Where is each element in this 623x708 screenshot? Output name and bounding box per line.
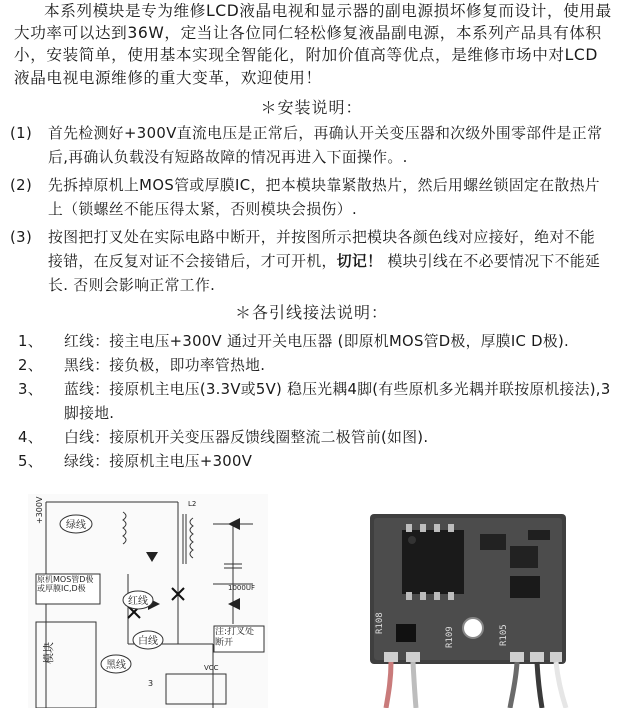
smd-component <box>510 546 538 568</box>
wire-item-white <box>18 426 614 450</box>
wire-item-number: 4、 <box>18 429 43 446</box>
wire-item-text: 黑线：接负极，即功率管热地. <box>64 357 266 374</box>
wire-item-number: 5、 <box>18 453 43 470</box>
mos-note-container <box>37 575 99 603</box>
wire-item-number: 2、 <box>18 357 43 374</box>
smd-component <box>528 530 550 540</box>
wire-item-text: 绿线：接原机主电压+300V <box>64 453 253 470</box>
install-item-text: 按图把打叉处在实际电路中断开，并按图所示把模块各颜色线对应接好，绝对不能接错，在反复对证不会接错后，才可开机， <box>48 229 596 270</box>
install-section-title: ＊安装说明： <box>260 98 363 117</box>
wires-section-title: ＊各引线接法说明： <box>234 303 388 322</box>
wire-item-text: 白线：接原机开关变压器反馈线圈整流二极管前(如图). <box>64 429 429 446</box>
ic-notch <box>408 536 416 544</box>
install-item-number: (1) <box>10 125 33 142</box>
install-item-text: 首先检测好+300V直流电压是正常后，再确认开关变压器和次级外围零部件是正常后,再确认负载没有短路故障的情况再进入下面操作。. <box>48 125 603 166</box>
vcc-label: VCC <box>204 664 219 672</box>
install-item-2 <box>10 174 610 222</box>
install-item-number: (3) <box>10 229 33 246</box>
wire-list <box>18 330 614 474</box>
cut-note-container <box>215 627 263 651</box>
warning-emphasis: 切记！ <box>336 253 383 270</box>
install-item-1 <box>10 122 610 170</box>
transistor <box>396 624 416 642</box>
smd-component <box>480 534 506 550</box>
black-wire-label: 黑线 <box>106 660 126 671</box>
red-wire-label: 红线 <box>128 596 148 607</box>
resistor-label-r105: R105 <box>499 624 509 646</box>
resistor-label-r108: R108 <box>375 612 385 634</box>
wire-item-number: 3、 <box>18 381 43 398</box>
install-item-text-cont: 模块引线在不必要情况下不能延长. 否则会影响正常工作. <box>48 253 601 294</box>
wire-item-number: 1、 <box>18 333 43 350</box>
module-label: 模块 <box>42 642 55 664</box>
install-item-number: (2) <box>10 177 33 194</box>
cut-note: 注:打叉处断开 <box>215 627 255 648</box>
capacitor-label: 1000UF <box>228 584 255 592</box>
install-item-3 <box>10 226 610 298</box>
inductor-label: L2 <box>188 500 197 508</box>
wire-item-black <box>18 354 614 378</box>
figures-row <box>0 494 623 708</box>
voltage-label: +300V <box>35 496 44 524</box>
wire-item-text: 蓝线：接原机主电压(3.3V或5V) 稳压光耦4脚(有些原机多光耦并联按原机接法),3脚接地. <box>64 381 611 422</box>
white-wire-label: 白线 <box>138 636 158 647</box>
install-list <box>10 122 610 298</box>
wire-item-red <box>18 330 614 354</box>
install-item-text: 先拆掉原机上MOS管或厚膜IC，把本模块靠紧散热片，然后用螺丝锁固定在散热片上（锁螺丝不能压得太紧，否则模块会损伤）. <box>48 177 601 218</box>
wire-item-green <box>18 450 614 474</box>
pin-label: 3 <box>148 679 154 688</box>
smd-component <box>510 576 540 598</box>
green-wire-label: 绿线 <box>66 520 86 531</box>
wire-item-text: 红线：接主电压+300V 通过开关电压器 (即原机MOS管D极，厚膜IC D极). <box>64 333 570 350</box>
module-board-photo <box>360 506 586 708</box>
mounting-hole <box>463 618 483 638</box>
wiring-schematic <box>28 494 268 708</box>
intro-paragraph: 本系列模块是专为维修LCD液晶电视和显示器的副电源损坏修复而设计，使用最大功率可以达到36W，定当让各位同仁轻松修复液晶副电源，本系列产品具有体积小，安装简单，使用基本实现全智能化，附加价值高等优点，是维修市场中对LCD液晶电视电源维修的重大变革，欢迎使用！ <box>14 2 612 87</box>
resistor-label-r109: R109 <box>445 626 455 648</box>
wire-item-blue <box>18 378 614 426</box>
mos-note: 原机MOS管D极或厚膜IC,D极 <box>37 575 94 593</box>
